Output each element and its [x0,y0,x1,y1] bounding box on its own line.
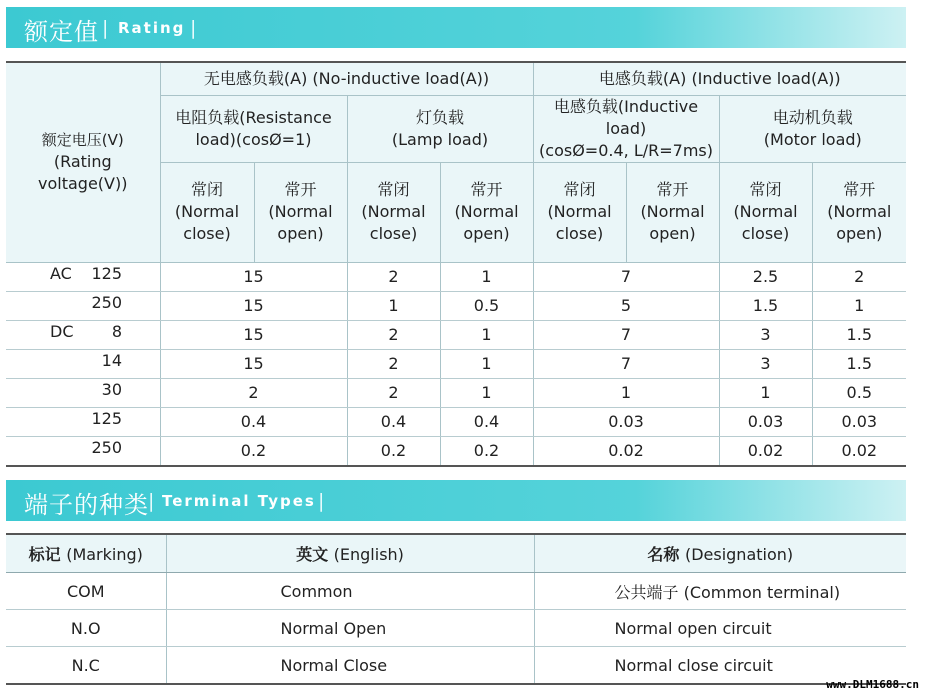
terminal-title-separator: | [148,490,155,512]
rating-value-cell: 7 [533,262,719,291]
normal-open-header [626,162,719,262]
voltage-value: 250 [91,292,122,312]
marking-header-zh: 标记 [28,545,61,564]
rating-value-cell: 0.2 [160,436,347,466]
rating-value-cell: 1 [719,378,812,407]
table-row [6,378,906,407]
rating-value-cell: 7 [533,349,719,378]
motor-line-1: 电动机负载 [772,107,853,127]
terminal-title-separator-end: | [318,490,325,512]
voltage-cell [6,407,160,436]
watermark: www.DLM1688.cn [826,678,919,691]
resistance-line-1: 电阻负载(Resistance [175,107,332,127]
rating-value-cell: 1 [533,378,719,407]
english-cell: Common [166,573,534,610]
rating-value-cell: 2 [160,378,347,407]
voltage-cell [6,291,160,320]
table-row [6,407,906,436]
normal-open-header [254,162,347,262]
voltage-cell [6,378,160,407]
rating-value-cell: 1.5 [812,320,906,349]
voltage-wrap [6,435,166,463]
table-row [6,291,906,320]
voltage-header-zh: 额定电压(V) [41,131,124,150]
resistance-line-2: load)(cosØ=1) [195,129,312,149]
nc-no-line: (Normal [827,202,892,221]
nc-no-line: open) [649,224,696,243]
rating-title-en: Rating [118,19,186,37]
current-type: DC [50,321,74,341]
voltage-cell [6,320,160,349]
designation-header [534,534,906,573]
rating-value-cell: 0.4 [347,407,440,436]
nc-no-line: 常闭 [190,180,223,199]
rating-title-separator-end: | [190,17,197,39]
nc-no-line: close) [369,224,418,243]
rating-value-cell: 2 [347,378,440,407]
rating-value-cell: 15 [160,291,347,320]
nc-no-line: 常闭 [749,180,782,199]
lamp-load-header [347,95,533,162]
rating-value-cell: 3 [719,320,812,349]
nc-no-line: (Normal [454,202,519,221]
rating-value-cell: 1 [440,320,533,349]
nc-no-line: open) [836,224,883,243]
marking-header-en: (Marking) [66,545,143,564]
designation-header-en: (Designation) [684,545,794,564]
rating-value-cell: 0.03 [719,407,812,436]
voltage-wrap [6,319,166,347]
rating-value-cell: 0.03 [533,407,719,436]
voltage-value: 125 [91,408,122,428]
rating-value-cell: 1 [440,378,533,407]
rating-value-cell: 0.2 [440,436,533,466]
nc-no-line: close) [741,224,790,243]
english-header [166,534,534,573]
voltage-wrap [6,377,166,405]
inductive-load-header [533,95,719,162]
motor-load-header [719,95,906,162]
rating-value-cell: 0.02 [812,436,906,466]
nc-no-line: close) [183,224,231,243]
rating-value-cell: 1 [812,291,906,320]
marking-header [6,534,166,573]
table-row [6,647,906,685]
terminal-title-zh: 端子的种类 [24,491,149,519]
nc-no-line: (Normal [174,202,240,221]
nc-no-line: (Normal [733,202,798,221]
rating-value-cell: 1.5 [812,349,906,378]
table-row [6,320,906,349]
voltage-header-en-2: voltage(V)) [38,174,128,194]
table-row [6,573,906,610]
english-cell: Normal Open [166,610,534,647]
voltage-cell [6,436,160,466]
normal-close-header [347,162,440,262]
nc-no-line: 常闭 [563,180,596,199]
table-row [6,610,906,647]
rating-value-cell: 3 [719,349,812,378]
rating-value-cell: 15 [160,320,347,349]
nc-no-line: (Normal [268,202,333,221]
normal-close-header [719,162,812,262]
designation-cell: Normal open circuit [534,610,906,647]
rating-title-zh: 额定值 [24,18,99,46]
voltage-value: 8 [111,321,122,341]
english-header-en: (English) [333,545,404,564]
nc-no-line: 常开 [284,180,317,199]
lamp-line-1: 灯负载 [416,107,465,127]
voltage-value: 250 [91,437,122,457]
rating-value-cell: 0.03 [812,407,906,436]
voltage-wrap [6,261,166,289]
nc-no-line: close) [555,224,604,243]
voltage-wrap [6,348,166,376]
rating-value-cell: 2 [347,262,440,291]
designation-cell: Normal close circuit [534,647,906,685]
current-type: AC [50,263,72,283]
motor-line-2: (Motor load) [763,129,862,149]
voltage-header-en-1: (Rating [53,152,112,172]
rating-value-cell: 5 [533,291,719,320]
rating-value-cell: 0.5 [440,291,533,320]
table-row [6,349,906,378]
nc-no-line: 常开 [470,180,503,199]
rating-value-cell: 0.4 [440,407,533,436]
rating-value-cell: 2 [347,349,440,378]
voltage-cell [6,349,160,378]
marking-cell: N.O [6,610,166,647]
nc-no-line: open) [277,224,324,243]
lamp-line-2: (Lamp load) [391,129,489,149]
rating-value-cell: 1.5 [719,291,812,320]
english-cell: Normal Close [166,647,534,685]
inductive-header: 电感负载(A) (Inductive load(A)) [533,62,906,95]
voltage-value: 30 [101,379,122,399]
marking-cell: COM [6,573,166,610]
nc-no-line: 常开 [656,180,689,199]
rating-value-cell: 0.4 [160,407,347,436]
rating-title-separator: | [102,17,109,39]
voltage-wrap [6,290,166,318]
rating-value-cell: 1 [440,262,533,291]
rating-value-cell: 1 [347,291,440,320]
terminal-types-table [6,533,906,685]
rating-value-cell: 0.02 [533,436,719,466]
terminal-title-en: Terminal Types [162,492,316,510]
designation-cell: 公共端子 (Common terminal) [534,573,906,610]
rating-value-cell: 1 [440,349,533,378]
voltage-header [6,62,160,262]
voltage-value: 125 [91,263,122,283]
nc-no-line: 常开 [843,180,876,199]
rating-value-cell: 0.02 [719,436,812,466]
table-row [6,436,906,466]
voltage-value: 14 [101,350,122,370]
rating-value-cell: 0.2 [347,436,440,466]
inductive-line-2: (cosØ=0.4, L/R=7ms) [539,140,713,160]
nc-no-line: open) [463,224,510,243]
non-inductive-header: 无电感负载(A) (No-inductive load(A)) [160,62,533,95]
nc-no-line: (Normal [640,202,705,221]
terminal-section-banner [6,480,906,521]
rating-value-cell: 0.5 [812,378,906,407]
designation-header-zh: 名称 [647,545,680,564]
rating-value-cell: 15 [160,349,347,378]
resistance-load-header [160,95,347,162]
nc-no-line: (Normal [361,202,426,221]
english-header-zh: 英文 [296,545,329,564]
voltage-cell [6,262,160,291]
rating-section-banner [6,7,906,48]
normal-open-header [812,162,906,262]
terminal-table-body [6,573,906,685]
rating-value-cell: 15 [160,262,347,291]
nc-no-line: (Normal [547,202,612,221]
inductive-line-1: 电感负载(Inductive load) [553,96,699,138]
rating-value-cell: 2.5 [719,262,812,291]
voltage-wrap [6,406,166,434]
rating-table [6,61,906,467]
rating-value-cell: 7 [533,320,719,349]
marking-cell: N.C [6,647,166,685]
table-row [6,262,906,291]
rating-table-body [6,262,906,466]
rating-value-cell: 2 [812,262,906,291]
normal-open-header [440,162,533,262]
normal-close-header [533,162,626,262]
rating-value-cell: 2 [347,320,440,349]
nc-no-line: 常闭 [377,180,410,199]
normal-close-header [160,162,254,262]
